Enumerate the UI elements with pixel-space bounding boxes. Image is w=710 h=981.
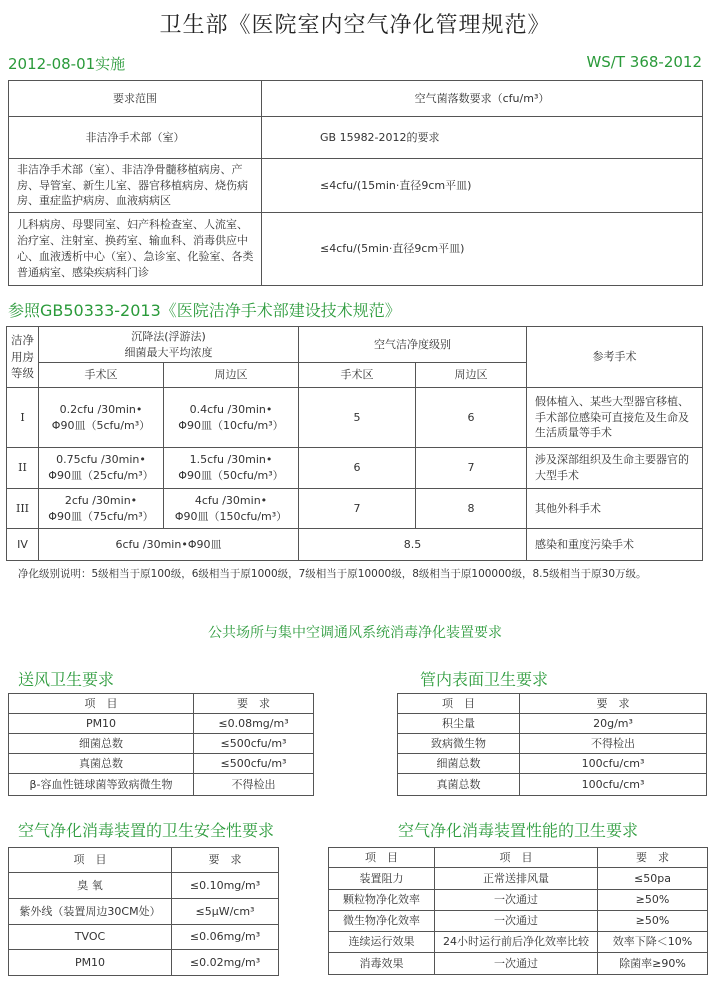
column-header: 要 求 xyxy=(598,848,708,868)
column-header: 空气菌落数要求（cfu/m³） xyxy=(262,81,703,117)
cell: ≤500cfu/m³ xyxy=(194,734,314,754)
table-row xyxy=(7,529,703,561)
table-row xyxy=(398,774,707,796)
purification-note: 净化级别说明：5级相当于原100级，6级相当于原1000级，7级相当于原10000级，8级相当于原100000级，8.5级相当于原30万级。 xyxy=(18,568,647,580)
table-row xyxy=(329,932,708,953)
clean-level-around: 6 xyxy=(416,388,527,448)
col-settle-line2: 细菌最大平均浓度 xyxy=(124,345,213,359)
table-header-row xyxy=(9,694,314,714)
settle-line2: Φ90皿（150cfu/m³） xyxy=(174,509,288,523)
cell: 24小时运行前后净化效率比较 xyxy=(435,932,598,953)
cell: 消毒效果 xyxy=(329,953,435,975)
table-row xyxy=(7,489,703,529)
standard-code: WS/T 368-2012 xyxy=(586,53,702,71)
settle-ar xyxy=(164,489,299,529)
section2-heading: 参照GB50333-2013《医院洁净手术部建设技术规范》 xyxy=(8,301,401,320)
device-performance-heading: 空气净化消毒装置性能的卫生要求 xyxy=(398,821,639,840)
table-row xyxy=(9,714,314,734)
cell: 除菌率≥90% xyxy=(598,953,708,975)
settle-op xyxy=(39,489,164,529)
settle-line2: Φ90皿（50cfu/m³） xyxy=(178,469,284,482)
table-row xyxy=(329,911,708,932)
table-row xyxy=(398,714,707,734)
settle-line2: Φ90皿（25cfu/m³） xyxy=(48,469,154,482)
column-header: 要 求 xyxy=(194,694,314,714)
table-header-row xyxy=(329,848,708,868)
clean-level-op: 5 xyxy=(299,388,416,448)
supply-air-table xyxy=(8,693,314,796)
settle-line1: 2cfu /30min• xyxy=(64,493,138,507)
col-reference: 参考手术 xyxy=(527,327,703,388)
cell: ≤0.02mg/m³ xyxy=(172,950,279,976)
scope: 儿科病房、母婴同室、妇产科检查室、人流室、治疗室、注射室、换药室、输血科、消毒供应中心、血液透析中心（室）、急诊室、化验室、各类普通病室、感染疾病科门诊 xyxy=(9,213,262,286)
clean-level: 8.5 xyxy=(299,529,527,561)
device-performance-table xyxy=(328,847,708,975)
table-row xyxy=(398,754,707,774)
cell: 细菌总数 xyxy=(398,754,520,774)
settle-line1: 0.4cfu /30min• xyxy=(189,402,273,416)
table-row xyxy=(9,213,703,286)
table-row xyxy=(9,159,703,213)
scope: 非洁净手术部（室）、非洁净骨髓移植病房、产房、导管室、新生儿室、器官移植病房、烧伤病房、重症监护病房、血液病病区 xyxy=(9,159,262,213)
table-header-row xyxy=(9,81,703,117)
grade: III xyxy=(7,489,39,529)
duct-surface-heading: 管内表面卫生要求 xyxy=(420,670,549,689)
cell: ≤0.10mg/m³ xyxy=(172,873,279,899)
table-row xyxy=(9,950,279,976)
cell: 100cfu/cm³ xyxy=(520,774,707,796)
cell: ≤50pa xyxy=(598,868,708,890)
column-header: 项 目 xyxy=(398,694,520,714)
table-row xyxy=(7,388,703,448)
sub-op: 手术区 xyxy=(299,363,416,388)
reference-surgery: 涉及深部组织及生命主要器官的大型手术 xyxy=(527,448,703,489)
cell: 微生物净化效率 xyxy=(329,911,435,932)
table-row xyxy=(7,448,703,489)
settle-line1: 0.2cfu /30min• xyxy=(59,402,143,416)
cell: PM10 xyxy=(9,714,194,734)
cell: ≥50% xyxy=(598,911,708,932)
clean-level-around: 8 xyxy=(416,489,527,529)
table-row xyxy=(398,734,707,754)
settle-ar xyxy=(164,388,299,448)
table-header-row xyxy=(398,694,707,714)
settle-op xyxy=(39,388,164,448)
table-row xyxy=(329,868,708,890)
cell: 连续运行效果 xyxy=(329,932,435,953)
grade: IV xyxy=(7,529,39,561)
clean-level-op: 7 xyxy=(299,489,416,529)
table-row xyxy=(9,925,279,950)
settle-value: 6cfu /30min•Φ90皿 xyxy=(39,529,299,561)
settle-line1: 4cfu /30min• xyxy=(194,493,268,507)
settle-line1: 0.75cfu /30min• xyxy=(56,453,146,467)
cell: TVOC xyxy=(9,925,172,950)
table-row xyxy=(9,734,314,754)
sub-around: 周边区 xyxy=(164,363,299,388)
col-settle-line1: 沉降法(浮游法) xyxy=(131,329,206,343)
clean-level-op: 6 xyxy=(299,448,416,489)
effective-date: 2012-08-01实施 xyxy=(8,55,126,73)
scope: 非洁净手术部（室） xyxy=(9,117,262,159)
table-row xyxy=(9,899,279,925)
colony-requirement: ≤4cfu/(15min·直径9cm平皿) xyxy=(262,159,703,213)
cell: 真菌总数 xyxy=(398,774,520,796)
colony-requirement: ≤4cfu/(5min·直径9cm平皿) xyxy=(262,213,703,286)
cell: 颗粒物净化效率 xyxy=(329,890,435,911)
cell: 一次通过 xyxy=(435,953,598,975)
clean-operating-room-table xyxy=(6,326,703,561)
cell: 致病微生物 xyxy=(398,734,520,754)
grade: II xyxy=(7,448,39,489)
grade: I xyxy=(7,388,39,448)
sub-op: 手术区 xyxy=(39,363,164,388)
table-header-row xyxy=(9,848,279,873)
table-row xyxy=(9,873,279,899)
settle-line2: Φ90皿（75cfu/m³） xyxy=(48,509,154,523)
colony-requirement: GB 15982-2012的要求 xyxy=(262,117,703,159)
cell: 细菌总数 xyxy=(9,734,194,754)
cell: PM10 xyxy=(9,950,172,976)
column-header: 项 目 xyxy=(9,694,194,714)
reference-surgery: 假体植入、某些大型器官移植、手术部位感染可直接危及生命及生活质量等手术 xyxy=(527,388,703,448)
column-header: 项 目 xyxy=(329,848,435,868)
column-header: 项 目 xyxy=(9,848,172,873)
col-clean-level: 空气洁净度级别 xyxy=(299,327,527,363)
reference-surgery: 其他外科手术 xyxy=(527,489,703,529)
column-header: 要求范围 xyxy=(9,81,262,117)
cell: 装置阻力 xyxy=(329,868,435,890)
cell: 一次通过 xyxy=(435,890,598,911)
section3-heading: 公共场所与集中空调通风系统消毒净化装置要求 xyxy=(208,625,502,641)
cell: ≤0.08mg/m³ xyxy=(194,714,314,734)
column-header: 要 求 xyxy=(172,848,279,873)
settle-line1: 1.5cfu /30min• xyxy=(189,453,273,467)
table-row xyxy=(329,890,708,911)
table-row xyxy=(9,117,703,159)
page-title: 卫生部《医院室内空气净化管理规范》 xyxy=(159,13,551,38)
sub-around: 周边区 xyxy=(416,363,527,388)
col-settle xyxy=(39,327,299,363)
cell: 不得检出 xyxy=(194,774,314,796)
device-safety-table xyxy=(8,847,279,976)
table-row xyxy=(9,754,314,774)
cell: 积尘量 xyxy=(398,714,520,734)
cell: 一次通过 xyxy=(435,911,598,932)
cell: 20g/m³ xyxy=(520,714,707,734)
cell: 紫外线（装置周边30CM处） xyxy=(9,899,172,925)
duct-surface-table xyxy=(397,693,707,796)
settle-line2: Φ90皿（5cfu/m³） xyxy=(51,418,151,432)
table-row xyxy=(9,774,314,796)
settle-ar xyxy=(164,448,299,489)
cell: ≤500cfu/m³ xyxy=(194,754,314,774)
settle-line2: Φ90皿（10cfu/m³） xyxy=(178,418,284,432)
cell: 真菌总数 xyxy=(9,754,194,774)
cell: 正常送排风量 xyxy=(435,868,598,890)
supply-air-heading: 送风卫生要求 xyxy=(18,670,115,689)
column-header: 要 求 xyxy=(520,694,707,714)
settle-op xyxy=(39,448,164,489)
clean-level-around: 7 xyxy=(416,448,527,489)
cell: 100cfu/cm³ xyxy=(520,754,707,774)
cell: ≤5μW/cm³ xyxy=(172,899,279,925)
cell: ≤0.06mg/m³ xyxy=(172,925,279,950)
cell: β-容血性链球菌等致病微生物 xyxy=(9,774,194,796)
table-row xyxy=(329,953,708,975)
column-header: 项 目 xyxy=(435,848,598,868)
cell: 不得检出 xyxy=(520,734,707,754)
air-colony-table xyxy=(8,80,703,286)
reference-surgery: 感染和重度污染手术 xyxy=(527,529,703,561)
cell: 效率下降＜10% xyxy=(598,932,708,953)
device-safety-heading: 空气净化消毒装置的卫生安全性要求 xyxy=(18,821,275,840)
cell: 臭 氧 xyxy=(9,873,172,899)
col-grade: 洁净用房等级 xyxy=(7,327,39,388)
cell: ≥50% xyxy=(598,890,708,911)
